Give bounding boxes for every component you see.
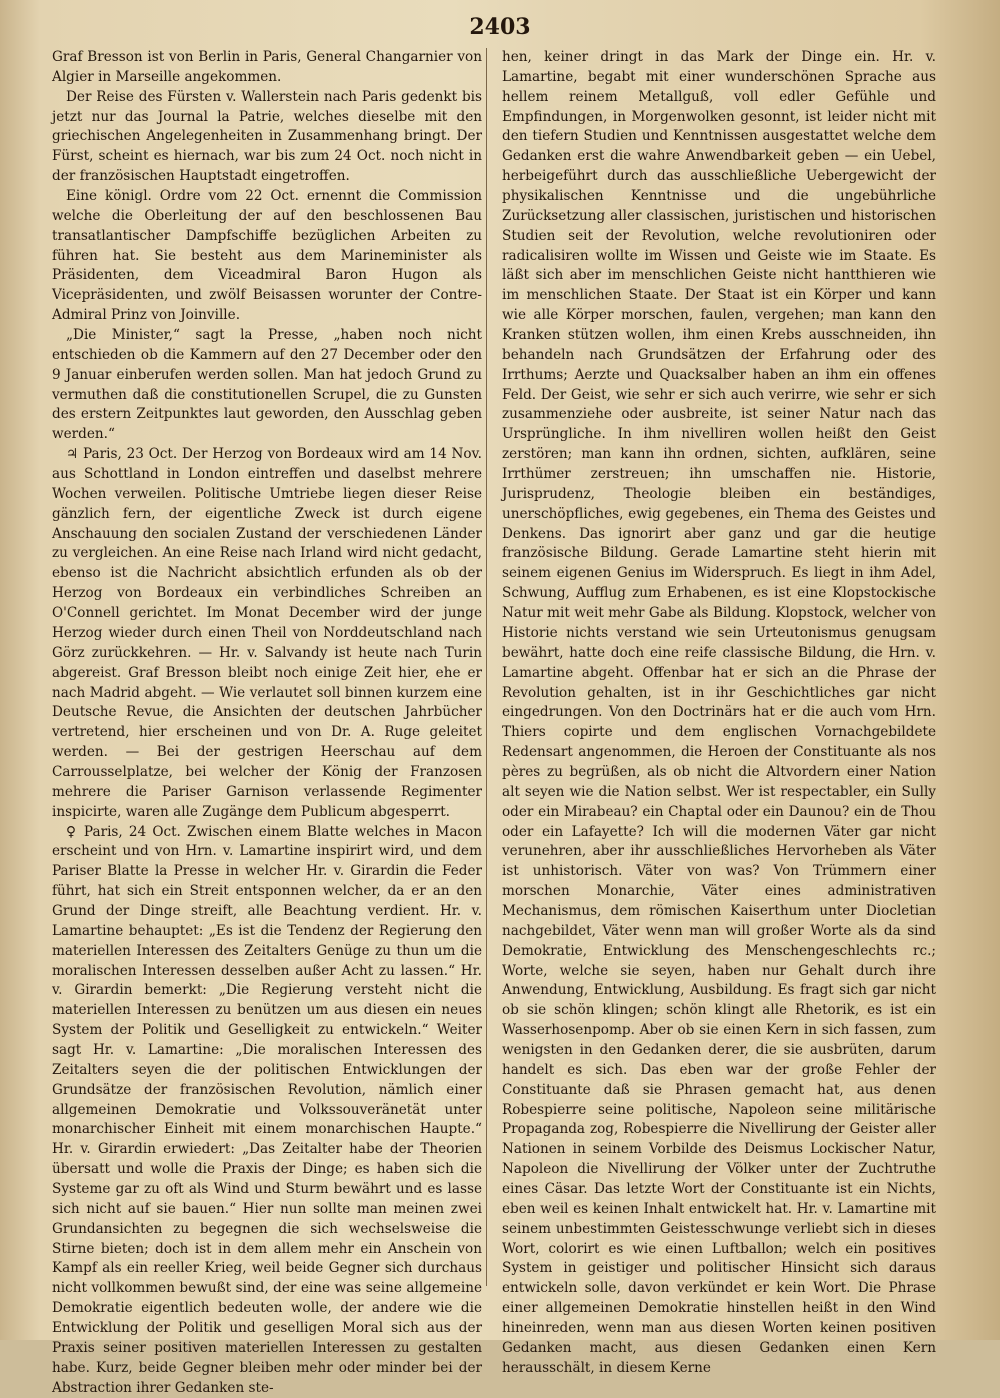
- paragraph: Eine königl. Ordre vom 22 Oct. ernennt die Commission welche die Oberleitung der auf den beschlossenen Bau transatlantischer Dampfschiffe bezüglichen Arbeiten zu führen hat. Sie besteht aus dem Marineminister als Präsidenten, dem Viceadmiral Baron Hugon als Vicepräsidenten, und zwölf Beisassen worunter der Contre-Admiral Prinz von Joinville.: [52, 188, 482, 324]
- column-divider: [486, 48, 487, 1286]
- paragraph: „Die Minister,“ sagt la Presse, „haben noch nicht entschieden ob die Kammern auf den 27 December oder den 9 Januar einberufen werden sollen. Man hat jedoch Grund zu vermuthen daß die constitutionellen Scrupel, die zu Gunsten des erstern Zeitpunktes laut geworden, den Ausschlag geben werden.“: [52, 327, 482, 443]
- paragraph: ♀ Paris, 24 Oct. Zwischen einem Blatte welches in Macon erscheint und von Hrn. v. Lamartine inspirirt wird, und dem Pariser Blatte la Presse in welcher Hr. v. Girardin die Feder führt, hat sich ein Streit entsponnen welcher, da er an den Grund der Dinge streift, alle Beachtung verdient. Hr. v. Lamartine behauptet: „Es ist die Tendenz der Regierung den materiellen Interessen des Zeitalters Genüge zu thun um die moralischen Interessen desselben außer Acht zu lassen.“ Hr. v. Girardin bemerkt: „Die Regierung versteht nicht die materiellen Interessen zu benützen um aus diesen ein neues System der Politik und Geselligkeit zu entwickeln.“ Weiter sagt Hr. v. Lamartine: „Die moralischen Interessen des Zeitalters seyen die der politischen Entwicklungen der Grundsätze der französischen Revolution, nämlich einer allgemeinen Demokratie und Volkssouveränetät unter monarchischer Einheit mit einem monarchischen Haupte.“ Hr. v. Girardin erwiedert: „Das Zeitalter habe der Theorien übersatt und wolle die Praxis der Dinge; es haben sich die Systeme gar zu oft als Wind und Sturm bewährt und es lasse sich nicht auf sie bauen.“ Hier nun sollte man meinen zwei Grundansichten zu begegnen die sich wechselsweise die Stirne bieten; doch ist in dem allem mehr ein Anschein von Kampf als ein reeller Krieg, weil beide Gegner sich durchaus nicht vollkommen bewußt sind, der eine was seine allgemeine Demokratie eigentlich bedeuten wolle, der andere wie die Entwicklung der Politik und geselligen Moral sich aus der Praxis seiner positiven materiellen Interessen zu gestalten habe. Kurz, beide Gegner bleiben mehr oder minder bei der Abstraction ihrer Gedanken ste-: [52, 823, 482, 1396]
- right-column: [502, 48, 936, 1379]
- left-column: [52, 48, 482, 1398]
- page-number: 2403: [469, 14, 531, 40]
- paragraph: hen, keiner dringt in das Mark der Dinge ein. Hr. v. Lamartine, begabt mit einer wunderschönen Sprache aus hellem reinem Metallguß, voll edler Gefühle und Empfindungen, in Morgenwolken gesonnt, ist leider nicht mit den tiefern Studien und Kenntnissen ausgestattet welche dem Gedanken erst die wahre Anwendbarkeit geben — ein Uebel, herbeigeführt durch das ausschließliche Uebergewicht der physikalischen Kenntnisse und die ungebührliche Zurücksetzung aller classischen, juristischen und historischen Studien seit der Revolution, welche revolutioniren oder radicalisiren wollte im Wissen und Geiste wie im Staate. Es läßt sich aber im menschlichen Geiste nicht hantthieren wie im menschlichen Staate. Der Staat ist ein Körper und kann wie alle Körper morschen, faulen, vergehen; man kann den Kranken stützen wollen, ihm einen Krebs ausschneiden, ihn behandeln nach Grundsätzen der Erfahrung oder des Irrthums; Aerzte und Quacksalber haben an ihm ein offenes Feld. Der Geist, wie sehr er sich auch verirre, wie sehr er sich zusammenziehe oder ausbreite, ist seiner Natur nach das Ursprüngliche. In ihm nivelliren wollen heißt den Geist zerstören; man kann ihn ordnen, sichten, aufklären, seine Irrthümer zerstreuen; ihn umschaffen nie. Historie, Jurisprudenz, Theologie bleiben ein beständiges, unerschöpfliches, ewig gegebenes, ein Thema des Geistes und Denkens. Das ignorirt aber ganz und gar die heutige französische Bildung. Gerade Lamartine steht hierin mit seinem eigenen Genius im Widerspruch. Es liegt in ihm Adel, Schwung, Aufflug zum Erhabenen, es ist eine Klopstockische Natur mit weit mehr Gabe als Bildung. Klopstock, welcher von Historie nichts verstand wie sein Urteutonismus genugsam bewährt, hatte doch eine reife classische Bildung, die Hrn. v. Lamartine abgeht. Offenbar hat er sich an die Phrase der Revolution gehalten, ist in ihr Geschichtliches gar nicht eingedrungen. Von den Doctrinärs hat er die auch vom Hrn. Thiers copirte und dem englischen Vornachgebildete Redensart angenommen, die Heroen der Constituante als nos pères zu begrüßen, als ob nicht die Altvordern einer Nation alt seyen wie die Nation selbst. Wer ist respectabler, ein Sully oder ein Mirabeau? ein Chaptal oder ein Daunou? ein de Thou oder ein Lafayette? Ich will die modernen Väter gar nicht verunehren, aber ihr ausschließliches Hervorheben als Väter ist unhistorisch. Väter von was? Von Trümmern einer morschen Monarchie, Väter eines administrativen Mechanismus, dem römischen Kaiserthum unter Diocletian nachgebildet, Väter wenn man will großer Worte als da sind Demokratie, Entwicklung des Menschengeschlechts rc.; Worte, welche sie seyen, haben nur Gehalt durch ihre Anwendung, Entwicklung, Ausbildung. Es fragt sich gar nicht ob sie schön klingen; schön klingt alle Rhetorik, es ist ein Wasserhosenpomp. Aber ob sie einen Kern in sich fassen, zum wenigsten in den Gedanken derer, die sie ausbrüten, darum handelt es sich. Das eben war der große Fehler der Constituante daß sie Phrasen gemacht hat, aus denen Robespierre seine politische, Napoleon seine militärische Propaganda zog, Robespierre die Nivellirung der Geister aller Nationen in seinem Vorbilde des Deismus Lockischer Natur, Napoleon die Nivellirung der Völker unter der Zuchtruthe eines Cäsar. Das letzte Wort der Constituante ist ein Nichts, eben weil es keinen Inhalt entwickelt hat. Hr. v. Lamartine mit seinem unbestimmten Geistesschwunge verliebt sich in dieses Wort, colorirt es wie einen Luftballon; welch ein positives System in geistiger und politischer Hinsicht sich daraus entwickeln solle, davon verkündet er kein Wort. Die Phrase einer allgemeinen Demokratie hinstellen heißt in den Wind hineinreden, wenn man aus diesen Worten keinen positiven Gedanken macht, aus diesen Gedanken einen Kern herausschält, in diesem Kerne: [502, 49, 936, 1376]
- paragraph: Der Reise des Fürsten v. Wallerstein nach Paris gedenkt bis jetzt nur das Journal la Patrie, welches dieselbe mit den griechischen Angelegenheiten in Zusammenhang bringt. Der Fürst, scheint es hiernach, war bis zum 24 Oct. noch nicht in der französischen Hauptstadt eingetroffen.: [52, 88, 482, 185]
- paragraph: ♃ Paris, 23 Oct. Der Herzog von Bordeaux wird am 14 Nov. aus Schottland in London eintreffen und daselbst mehrere Wochen verweilen. Politische Umtriebe liegen dieser Reise gänzlich fern, der eigentliche Zweck ist durch eigene Anschauung den socialen Zustand der verschiedenen Länder zu vergleichen. An eine Reise nach Irland wird nicht gedacht, ebenso ist die Nachricht absichtlich erfunden als ob der Herzog von Bordeaux ein verbindliches Schreiben an O'Connell gerichtet. Im Monat December wird der junge Herzog wieder durch einen Theil von Norddeutschland nach Görz zurückkehren. — Hr. v. Salvandy ist heute nach Turin abgereist. Graf Bresson bleibt noch einige Zeit hier, ehe er nach Madrid abgeht. — Wie verlautet soll binnen kurzem eine Deutsche Revue, die Ansichten der deutschen Jahrbücher vertretend, hier erscheinen und von Dr. A. Ruge geleitet werden. — Bei der gestrigen Heerschau auf dem Carrousselplatze, bei welcher der König der Franzosen mehrere die Pariser Garnison verlassende Regimenter inspicirte, waren alle Zugänge dem Publicum abgesperrt.: [52, 446, 482, 820]
- paragraph: Graf Bresson ist von Berlin in Paris, General Changarnier von Algier in Marseille angekommen.: [52, 49, 482, 85]
